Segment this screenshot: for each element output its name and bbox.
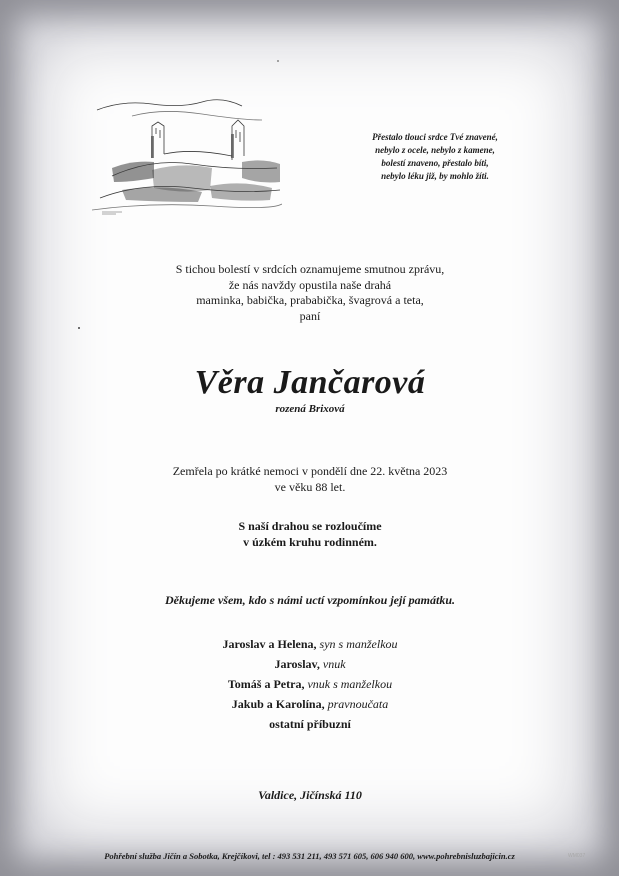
poem-verse: [340, 131, 530, 183]
castle-ruin-sketch: [92, 98, 282, 218]
poem-line: nebylo léku již, by mohlo žíti.: [381, 171, 489, 181]
poem-line: bolestí znaveno, přestalo bíti,: [381, 158, 489, 168]
funeral-service-footer: Pohřební služba Jičín a Sobotka, Krejčíkovi, tel : 493 531 211, 493 571 605, 606 940 600, www.pohrebnisluzbajicin.cz: [104, 851, 515, 861]
mourner-name: Jaroslav a Helena,: [222, 637, 317, 651]
poem-line: nebylo z ocele, nebylo z kamene,: [375, 145, 495, 155]
mourner-relation: pravnoučata: [327, 697, 389, 711]
mourner-name: Jaroslav,: [274, 657, 320, 671]
mourner-row: [100, 714, 520, 734]
death-line: ve věku 88 let.: [274, 479, 346, 494]
farewell-notice: [100, 519, 520, 550]
mourner-relation: vnuk s manželkou: [307, 677, 393, 691]
mourners-list: [100, 634, 520, 734]
announcement-line: S tichou bolestí v srdcích oznamujeme smutnou zprávu,: [175, 262, 445, 276]
mourner-name: Tomáš a Petra,: [227, 677, 305, 691]
death-line: Zemřela po krátké nemoci v pondělí dne 22. května 2023: [172, 464, 448, 478]
speck-mark: [277, 60, 279, 62]
mourner-name: ostatní příbuzní: [269, 717, 351, 731]
announcement-line: paní: [299, 308, 321, 323]
mourner-row: [100, 674, 520, 694]
mourner-row: [100, 654, 520, 674]
mourner-row: [100, 634, 520, 654]
mourner-row: [100, 694, 520, 714]
thanks-line: Děkujeme všem, kdo s námi uctí vzpomínkou její památku.: [164, 593, 455, 607]
poem-line: Přestalo tlouci srdce Tvé znavené,: [372, 132, 498, 142]
mourner-relation: vnuk: [322, 657, 346, 671]
maiden-name: rozená Brixová: [275, 403, 345, 415]
mourner-relation: syn s manželkou: [319, 637, 398, 651]
document-stamp: WM037: [568, 853, 586, 859]
farewell-line: S naší drahou se rozloučíme: [238, 519, 382, 533]
announcement-line: maminka, babička, prababička, švagrová a teta,: [196, 293, 424, 307]
announcement-line: že nás navždy opustila naše drahá: [228, 277, 392, 292]
announcement: [100, 262, 520, 324]
deceased-name: Věra Jančarová: [194, 364, 426, 401]
speck-mark: [78, 327, 80, 329]
farewell-line: v úzkém kruhu rodinném.: [243, 534, 377, 549]
address: Valdice, Jičínská 110: [258, 788, 362, 802]
death-details: [100, 464, 520, 495]
mourner-name: Jakub a Karolína,: [231, 697, 325, 711]
